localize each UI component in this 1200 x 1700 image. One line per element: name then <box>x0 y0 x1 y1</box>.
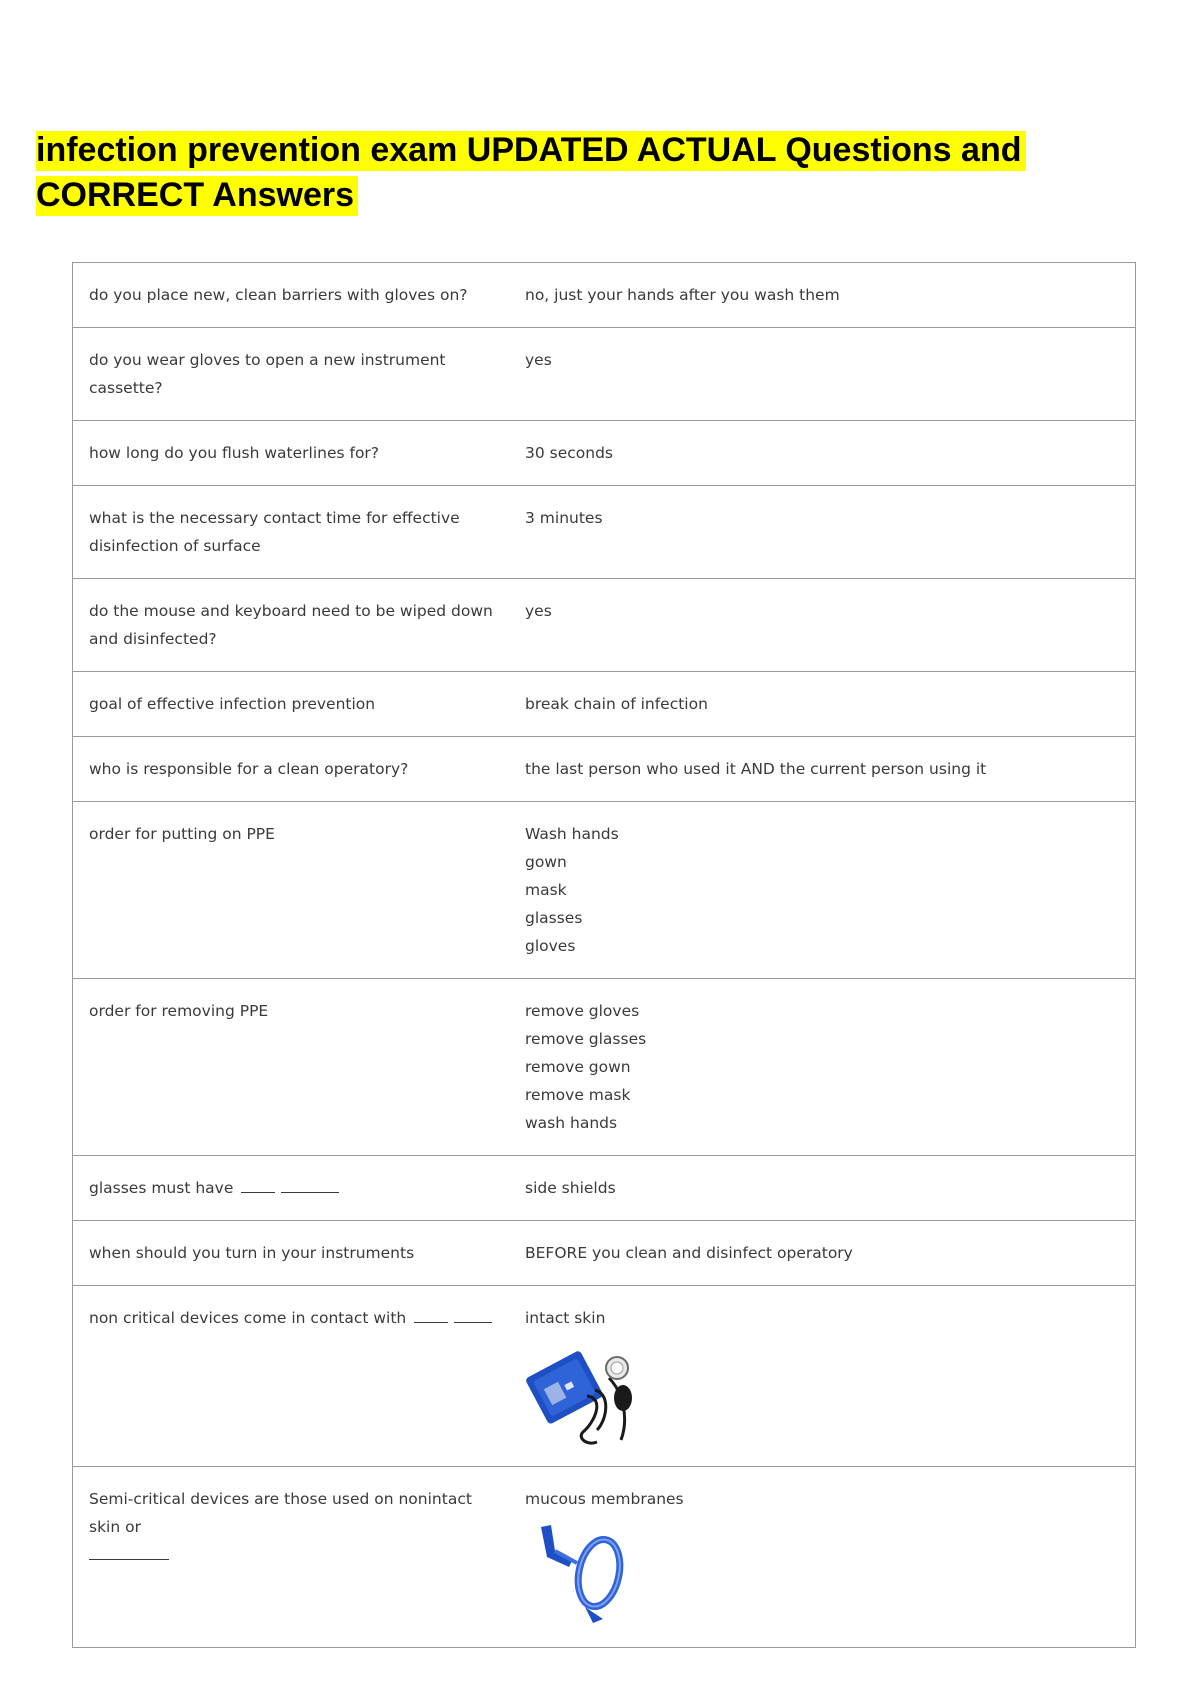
table-row <box>73 579 1136 672</box>
question-text: glasses must have <box>89 1179 234 1197</box>
answer-line: Wash hands <box>525 825 619 843</box>
blank-line <box>454 1321 492 1323</box>
answer-cell: yes <box>511 579 1136 672</box>
question-cell: when should you turn in your instruments <box>73 1221 512 1286</box>
table-row <box>73 1221 1136 1286</box>
table-row <box>73 263 1136 328</box>
answer-cell: the last person who used it AND the current person using it <box>511 737 1136 802</box>
table-row <box>73 421 1136 486</box>
table-row <box>73 1286 1136 1467</box>
question-cell: do you wear gloves to open a new instrument cassette? <box>73 328 512 421</box>
blood-pressure-cuff-icon <box>525 1338 643 1448</box>
question-cell: goal of effective infection prevention <box>73 672 512 737</box>
table-row <box>73 1156 1136 1221</box>
question-text: non critical devices come in contact with <box>89 1309 407 1327</box>
table-row <box>73 1467 1136 1648</box>
qa-table <box>72 262 1136 1648</box>
answer-line: remove gloves <box>525 1002 640 1020</box>
answer-line: gloves <box>525 937 576 955</box>
answer-line: glasses <box>525 909 583 927</box>
answer-line: wash hands <box>525 1114 618 1132</box>
answer-cell <box>511 1467 1136 1648</box>
blank-line <box>241 1191 275 1193</box>
question-cell: how long do you flush waterlines for? <box>73 421 512 486</box>
answer-cell: BEFORE you clean and disinfect operatory <box>511 1221 1136 1286</box>
answer-text: intact skin <box>525 1309 606 1327</box>
table-row <box>73 328 1136 421</box>
answer-cell: 30 seconds <box>511 421 1136 486</box>
answer-cell <box>511 1286 1136 1467</box>
question-cell: what is the necessary contact time for effective disinfection of surface <box>73 486 512 579</box>
question-cell: do the mouse and keyboard need to be wiped down and disinfected? <box>73 579 512 672</box>
document-title: infection prevention exam UPDATED ACTUAL Questions and CORRECT Answers <box>36 128 1116 218</box>
answer-cell <box>511 802 1136 979</box>
question-cell <box>73 1156 512 1221</box>
answer-cell <box>511 979 1136 1156</box>
question-text: Semi-critical devices are those used on nonintact skin or <box>89 1490 472 1536</box>
answer-cell: side shields <box>511 1156 1136 1221</box>
question-cell: order for putting on PPE <box>73 802 512 979</box>
answer-line: mask <box>525 881 567 899</box>
answer-cell: 3 minutes <box>511 486 1136 579</box>
question-cell: who is responsible for a clean operatory? <box>73 737 512 802</box>
table-row <box>73 737 1136 802</box>
table-row <box>73 672 1136 737</box>
question-cell <box>73 1467 512 1648</box>
blank-line <box>281 1191 339 1193</box>
table-row <box>73 802 1136 979</box>
blank-line <box>89 1558 169 1560</box>
answer-text: mucous membranes <box>525 1490 684 1508</box>
answer-line: remove glasses <box>525 1030 647 1048</box>
xray-sensor-holder-icon <box>525 1519 643 1629</box>
table-row <box>73 486 1136 579</box>
table-row <box>73 979 1136 1156</box>
answer-cell: yes <box>511 328 1136 421</box>
answer-cell: no, just your hands after you wash them <box>525 286 840 304</box>
answer-cell: break chain of infection <box>511 672 1136 737</box>
answer-line: remove gown <box>525 1058 631 1076</box>
question-cell: do you place new, clean barriers with gloves on? <box>89 286 468 304</box>
question-cell <box>73 1286 512 1467</box>
answer-line: remove mask <box>525 1086 631 1104</box>
question-cell: order for removing PPE <box>73 979 512 1156</box>
blank-line <box>414 1321 448 1323</box>
answer-line: gown <box>525 853 567 871</box>
